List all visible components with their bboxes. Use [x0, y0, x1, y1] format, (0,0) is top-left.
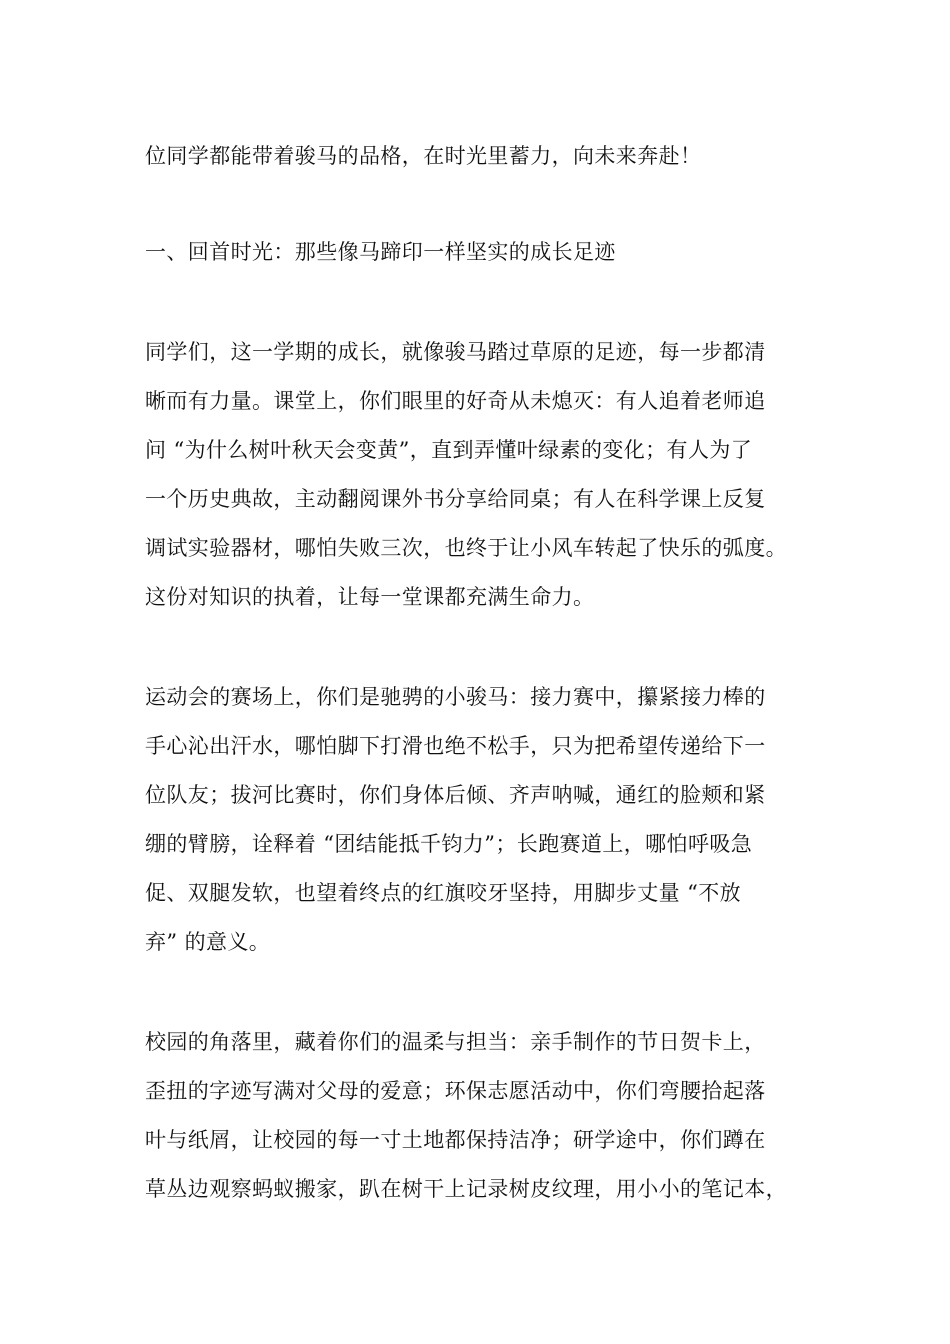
- paragraph-line: 位队友；拔河比赛时，你们身体后倾、齐声呐喊，通红的脸颊和紧: [145, 783, 766, 807]
- paragraph-line: 调试实验器材，哪怕失败三次，也终于让小风车转起了快乐的弧度。: [145, 536, 787, 560]
- paragraph-line: 运动会的赛场上，你们是驰骋的小骏马：接力赛中，攥紧接力棒的: [145, 685, 766, 709]
- paragraph-line: 歪扭的字迹写满对父母的爱意；环保志愿活动中，你们弯腰拾起落: [145, 1079, 766, 1103]
- paragraph-line: 一个历史典故，主动翻阅课外书分享给同桌；有人在科学课上反复: [145, 487, 766, 511]
- paragraph-line: 校园的角落里，藏着你们的温柔与担当：亲手制作的节日贺卡上，: [145, 1030, 766, 1054]
- paragraph-line: 绷的臂膀，诠释着 “团结能抵千钧力”；长跑赛道上，哪怕呼吸急: [145, 832, 753, 856]
- paragraph-line: 促、双腿发软，也望着终点的红旗咬牙坚持，用脚步丈量 “不放: [145, 881, 742, 905]
- paragraph-line: 手心沁出汗水，哪怕脚下打滑也绝不松手，只为把希望传递给下一: [145, 734, 766, 758]
- paragraph-line: 同学们，这一学期的成长，就像骏马踏过草原的足迹，每一步都清: [145, 340, 766, 364]
- paragraph-line: 这份对知识的执着，让每一堂课都充满生命力。: [145, 585, 595, 609]
- paragraph-line: 晰而有力量。课堂上，你们眼里的好奇从未熄灭：有人追着老师追: [145, 389, 766, 413]
- paragraph-line: 弃” 的意义。: [145, 930, 271, 954]
- intro-tail-line: 位同学都能带着骏马的品格，在时光里蓄力，向未来奔赴！: [145, 144, 702, 168]
- paragraph-line: 草丛边观察蚂蚁搬家，趴在树干上记录树皮纹理，用小小的笔记本，: [145, 1177, 787, 1201]
- paragraph-line: 叶与纸屑，让校园的每一寸土地都保持洁净；研学途中，你们蹲在: [145, 1128, 766, 1152]
- section-heading: 一、回首时光：那些像马蹄印一样坚实的成长足迹: [145, 240, 616, 264]
- paragraph-line: 问 “为什么树叶秋天会变黄”，直到弄懂叶绿素的变化；有人为了: [145, 438, 753, 462]
